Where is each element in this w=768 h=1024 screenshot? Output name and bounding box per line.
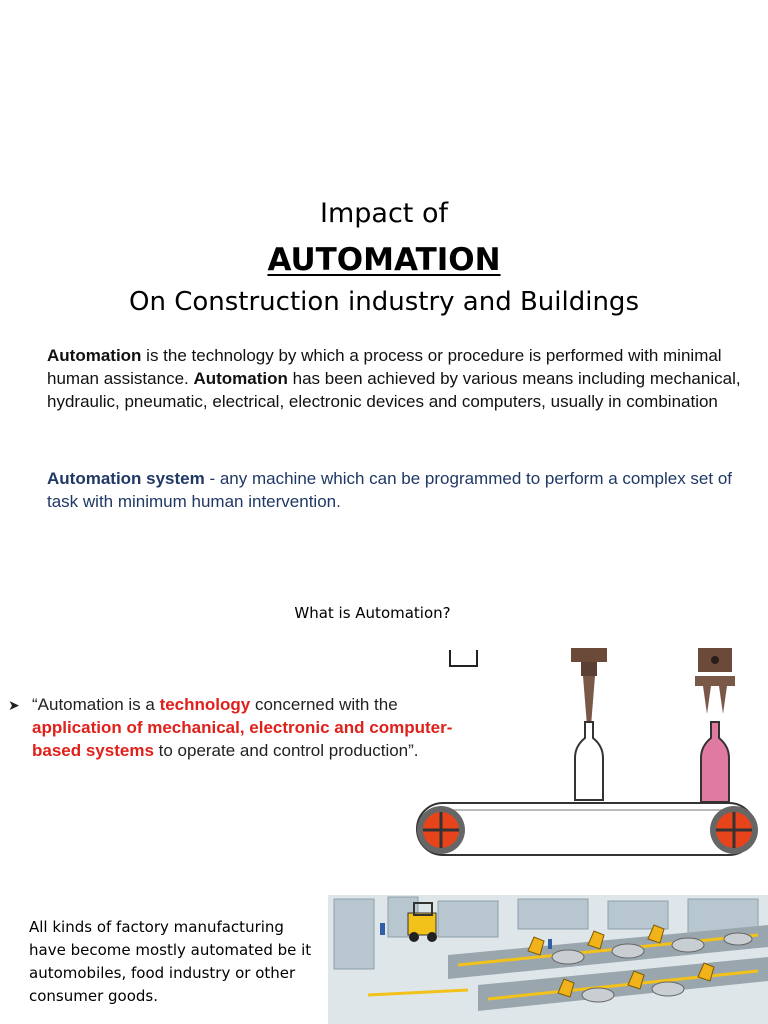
definition-term-1: Automation	[47, 346, 142, 365]
factory-illustration	[328, 895, 768, 1024]
definition-term-2: Automation	[193, 369, 288, 388]
conveyor-machine-illustration	[405, 640, 768, 862]
title-automation: AUTOMATION	[267, 242, 501, 278]
title-line-3: On Construction industry and Buildings	[129, 287, 639, 317]
quote-text	[32, 693, 462, 762]
system-paragraph	[47, 467, 759, 513]
quote-part-2: concerned with the	[250, 695, 398, 714]
conveyor-belt	[417, 803, 755, 855]
filled-bottle-icon	[701, 722, 729, 802]
figure-caption: What is Automation?	[294, 604, 451, 622]
title-main	[0, 240, 768, 280]
quote-part-3: to operate and control production”.	[153, 741, 419, 760]
definition-text-1: is the technology by which a process or procedure is performed with minimal human assistance.	[47, 346, 722, 388]
definition-text-2: has been achieved by various means including mechanical, hydraulic, pneumatic, electrical, electronic devices and computers, usually in combination	[47, 369, 741, 411]
factory-paragraph: All kinds of factory manufacturing have become mostly automated be it automobiles, food industry or other consumer goods.	[29, 918, 312, 1005]
quote-highlight-1: technology	[159, 695, 251, 714]
title-line-1: Impact of	[320, 198, 448, 229]
empty-bottle-icon	[575, 722, 603, 800]
conveyor-wheel-left-icon	[417, 806, 465, 854]
system-term: Automation system	[47, 469, 205, 488]
conveyor-wheel-right-icon	[710, 806, 758, 854]
capping-gripper-icon	[695, 648, 735, 714]
quote-highlight-2: application of mechanical, electronic and computer-based systems	[32, 718, 453, 760]
quote-part-1: “Automation is a	[32, 695, 160, 714]
arrow-bullet-icon: ➤	[8, 697, 20, 713]
partial-machine-icon	[450, 650, 477, 666]
system-text: - any machine which can be programmed to perform a complex set of task with minimum human intervention.	[47, 469, 732, 511]
definition-paragraph	[47, 344, 759, 413]
filling-nozzle-icon	[571, 648, 607, 726]
